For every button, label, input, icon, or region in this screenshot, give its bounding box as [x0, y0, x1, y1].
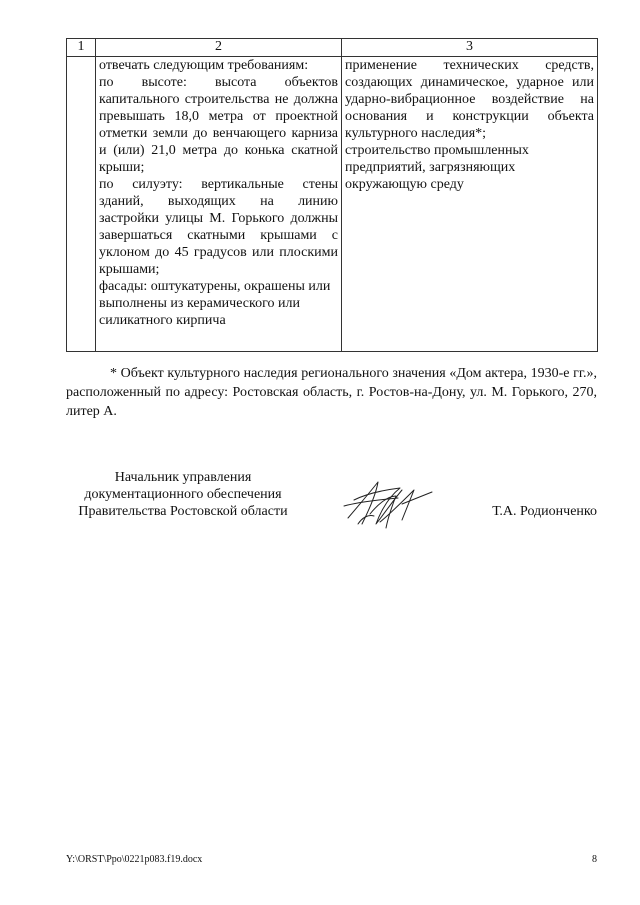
signatory-position-line: документационного обеспечения — [84, 487, 282, 502]
column-header-2: 2 — [96, 39, 342, 57]
table-cell-col1 — [67, 57, 96, 352]
signatory-position — [66, 469, 300, 520]
table-cell-col3 — [342, 57, 598, 352]
restriction-technical-means: применение технических средств, создающих динамическое, ударное или ударно-вибрационное воздействие на основания и конструкции объекта культурного наследия*; — [345, 58, 594, 141]
restriction-industrial-construction: строительство промышленных предприятий, загрязняющих окружающую среду — [345, 143, 529, 192]
table-header-row — [67, 39, 598, 57]
silhouette-requirement: по силуэту: вертикальные стены зданий, выходящих на линию застройки улицы М. Горького должны завершаться скатными крышами с уклоном до 45 градусов или плоскими крышами; — [99, 177, 338, 277]
handwritten-signature — [340, 474, 436, 534]
table-row — [67, 57, 598, 352]
footnote: * Объект культурного наследия регионального значения «Дом актера, 1930-е гг.», расположенный по адресу: Ростовская область, г. Ростов-на-Дону, ул. М. Горького, 270, литер А. — [66, 366, 597, 419]
signatory-position-line: Начальник управления — [114, 470, 252, 485]
page-number: 8 — [592, 854, 597, 865]
signatory-position-line: Правительства Ростовской области — [78, 504, 288, 519]
column-header-1: 1 — [67, 39, 96, 57]
signatory-name: Т.А. Родионченко — [492, 504, 597, 519]
table-cell-col2 — [96, 57, 342, 352]
facade-requirement: фасады: оштукатурены, окрашены или выполнены из керамического или силикатного кирпича — [99, 279, 331, 328]
file-path: Y:\ORST\Ppo\0221p083.f19.docx — [66, 854, 203, 865]
height-requirement: по высоте: высота объектов капитального строительства не должна превышать 18,0 метра от проектной отметки земли до венчающего карниза и (или) 21,0 метра до конька скатной крыши; — [99, 75, 338, 175]
column-header-3: 3 — [342, 39, 598, 57]
requirements-intro: отвечать следующим требованиям: — [99, 58, 309, 73]
requirements-table — [66, 38, 598, 352]
